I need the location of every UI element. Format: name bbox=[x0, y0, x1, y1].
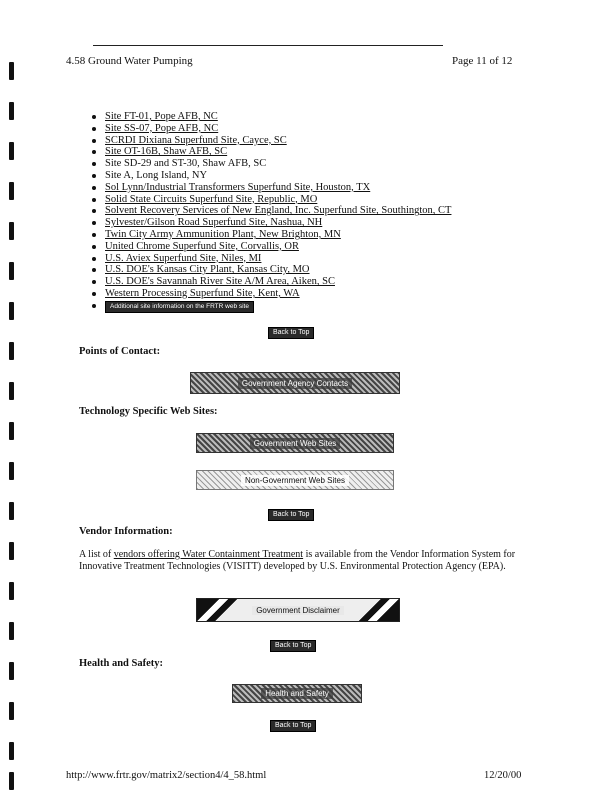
site-link[interactable]: Western Processing Superfund Site, Kent, WA bbox=[105, 287, 300, 299]
list-item[interactable] bbox=[90, 123, 451, 135]
back-to-top-button[interactable]: Back to Top bbox=[270, 720, 316, 732]
gov-web-sites-button[interactable] bbox=[196, 433, 394, 453]
vendor-text: is available from the Vendor Information System for Innovative Treatment Technologies (VISITT) developed by U.S. Environmental Protection Agency (EPA). bbox=[79, 549, 516, 572]
punch-hole-mark bbox=[9, 772, 14, 790]
government-disclaimer-button[interactable] bbox=[196, 598, 400, 622]
punch-hole-mark bbox=[9, 382, 14, 400]
punch-hole-mark bbox=[9, 662, 14, 680]
punch-hole-mark bbox=[9, 422, 14, 440]
punch-hole-mark bbox=[9, 702, 14, 720]
list-item bbox=[90, 158, 451, 170]
list-item[interactable] bbox=[90, 229, 451, 241]
gov-web-sites-label: Government Web Sites bbox=[250, 438, 341, 449]
list-item[interactable] bbox=[90, 205, 451, 217]
site-link[interactable]: Sol Lynn/Industrial Transformers Superfund Site, Houston, TX bbox=[105, 181, 371, 193]
site-link[interactable]: United Chrome Superfund Site, Corvallis, OR bbox=[105, 240, 299, 252]
contacts-button[interactable] bbox=[190, 372, 400, 394]
vendor-text: A list of bbox=[79, 549, 114, 560]
page-title: 4.58 Ground Water Pumping bbox=[66, 55, 193, 67]
nongov-web-sites-label: Non-Government Web Sites bbox=[241, 475, 349, 486]
health-safety-button[interactable] bbox=[232, 684, 362, 703]
site-link[interactable]: U.S. DOE's Kansas City Plant, Kansas City, MO bbox=[105, 264, 310, 276]
nongov-web-sites-button[interactable] bbox=[196, 470, 394, 490]
punch-hole-mark bbox=[9, 222, 14, 240]
site-link[interactable]: Solvent Recovery Services of New England, Inc. Superfund Site, Southington, CT bbox=[105, 205, 452, 217]
site-link[interactable]: Solid State Circuits Superfund Site, Republic, MO bbox=[105, 193, 318, 205]
punch-hole-mark bbox=[9, 62, 14, 80]
site-link[interactable]: SCRDI Dixiana Superfund Site, Cayce, SC bbox=[105, 134, 287, 146]
punch-hole-mark bbox=[9, 342, 14, 360]
punch-hole-mark bbox=[9, 742, 14, 760]
site-link[interactable]: U.S. DOE's Savannah River Site A/M Area, Aiken, SC bbox=[105, 276, 335, 288]
back-to-top-button[interactable]: Back to Top bbox=[268, 509, 314, 521]
list-item[interactable] bbox=[90, 111, 451, 123]
back-to-top-button[interactable]: Back to Top bbox=[268, 327, 314, 339]
site-text: Site SD-29 and ST-30, Shaw AFB, SC bbox=[105, 158, 267, 170]
site-list bbox=[90, 111, 451, 312]
list-item[interactable] bbox=[90, 146, 451, 158]
punch-hole-mark bbox=[9, 102, 14, 120]
footer-url: http://www.frtr.gov/matrix2/section4/4_58.html bbox=[66, 770, 267, 781]
list-item[interactable] bbox=[90, 300, 451, 312]
list-item[interactable] bbox=[90, 182, 451, 194]
vendor-link[interactable]: vendors offering Water Containment Treatment bbox=[113, 549, 304, 560]
punch-hole-mark bbox=[9, 502, 14, 520]
vendor-paragraph bbox=[79, 549, 529, 573]
disclaimer-label: Government Disclaimer bbox=[252, 606, 344, 615]
punch-hole-mark bbox=[9, 182, 14, 200]
points-of-contact-heading: Points of Contact: bbox=[79, 346, 161, 357]
punch-hole-mark bbox=[9, 142, 14, 160]
site-link[interactable]: Sylvester/Gilson Road Superfund Site, Nashua, NH bbox=[105, 217, 323, 229]
additional-info-button[interactable]: Additional site information on the FRTR web site bbox=[105, 301, 254, 313]
site-text: Site A, Long Island, NY bbox=[105, 169, 208, 181]
list-item[interactable] bbox=[90, 194, 451, 206]
list-item[interactable] bbox=[90, 217, 451, 229]
web-sites-heading: Technology Specific Web Sites: bbox=[79, 406, 218, 417]
punch-hole-mark bbox=[9, 462, 14, 480]
site-link[interactable]: Site FT-01, Pope AFB, NC bbox=[105, 111, 218, 122]
header-rule bbox=[93, 45, 443, 46]
punch-hole-mark bbox=[9, 542, 14, 560]
list-item[interactable] bbox=[90, 288, 451, 300]
health-safety-label: Health and Safety bbox=[261, 688, 333, 699]
site-link[interactable]: U.S. Aviex Superfund Site, Niles, MI bbox=[105, 252, 262, 264]
punch-hole-mark bbox=[9, 582, 14, 600]
list-item[interactable] bbox=[90, 276, 451, 288]
punch-hole-mark bbox=[9, 622, 14, 640]
list-item[interactable] bbox=[90, 135, 451, 147]
site-link[interactable]: Site SS-07, Pope AFB, NC bbox=[105, 122, 219, 134]
list-item bbox=[90, 170, 451, 182]
back-to-top-button[interactable]: Back to Top bbox=[270, 640, 316, 652]
contacts-button-label: Government Agency Contacts bbox=[238, 378, 352, 389]
footer-date: 12/20/00 bbox=[484, 770, 522, 781]
punch-hole-mark bbox=[9, 302, 14, 320]
list-item[interactable] bbox=[90, 264, 451, 276]
list-item[interactable] bbox=[90, 253, 451, 265]
punch-hole-mark bbox=[9, 262, 14, 280]
site-link[interactable]: Twin City Army Ammunition Plant, New Brighton, MN bbox=[105, 228, 341, 240]
health-safety-heading: Health and Safety: bbox=[79, 658, 163, 669]
vendor-info-heading: Vendor Information: bbox=[79, 526, 173, 537]
page-number: Page 11 of 12 bbox=[452, 55, 513, 67]
list-item[interactable] bbox=[90, 241, 451, 253]
site-link[interactable]: Site OT-16B, Shaw AFB, SC bbox=[105, 146, 228, 158]
